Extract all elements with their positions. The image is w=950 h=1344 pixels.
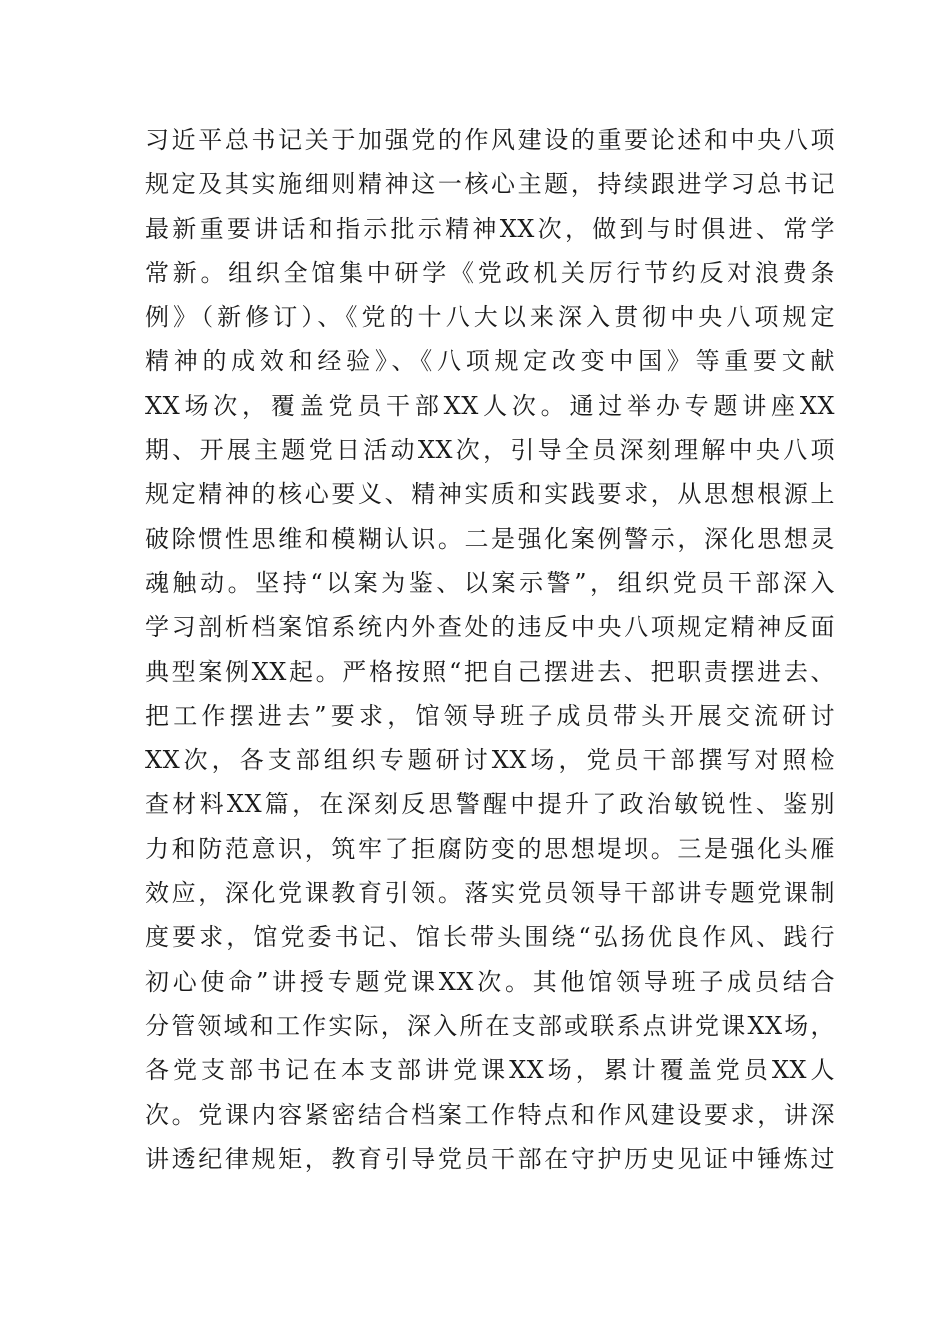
text-line: 规定精神的核心要义、精神实质和实践要求，从思想根源上 [145, 480, 835, 509]
text-line: 期、开展主题党日活动XX次，引导全员深刻理解中央八项 [145, 436, 835, 465]
text-line: XX场次，覆盖党员干部XX人次。通过举办专题讲座XX [145, 391, 835, 420]
text-line: 例》（新修订）、《党的十八大以来深入贯彻中央八项规定 [145, 303, 835, 332]
text-line: 分管领域和工作实际，深入所在支部或联系点讲党课XX场， [145, 1011, 835, 1040]
text-line: 讲透纪律规矩，教育引导党员干部在守护历史见证中锤炼过 [145, 1144, 835, 1173]
body-text [145, 118, 835, 1181]
text-line: 查材料XX篇，在深刻反思警醒中提升了政治敏锐性、鉴别 [145, 790, 835, 819]
text-line: 次。党课内容紧密结合档案工作特点和作风建设要求，讲深 [145, 1100, 835, 1129]
text-line: 规定及其实施细则精神这一核心主题，持续跟进学习总书记 [145, 170, 835, 199]
text-line: 魂触动。坚持“以案为鉴、以案示警”，组织党员干部深入 [145, 568, 835, 597]
text-line: 典型案例XX起。严格按照“把自己摆进去、把职责摆进去、 [145, 657, 835, 686]
text-line: XX次，各支部组织专题研讨XX场，党员干部撰写对照检 [145, 746, 835, 775]
text-line: 学习剖析档案馆系统内外查处的违反中央八项规定精神反面 [145, 613, 835, 642]
text-line: 破除惯性思维和模糊认识。二是强化案例警示，深化思想灵 [145, 524, 835, 553]
text-line: 把工作摆进去”要求，馆领导班子成员带头开展交流研讨 [145, 701, 835, 730]
text-line: 精神的成效和经验》、《八项规定改变中国》等重要文献 [145, 347, 835, 376]
text-line: 常新。组织全馆集中研学《党政机关厉行节约反对浪费条 [145, 258, 835, 287]
text-line: 各党支部书记在本支部讲党课XX场，累计覆盖党员XX人 [145, 1056, 835, 1085]
text-line: 最新重要讲话和指示批示精神XX次，做到与时俱进、常学 [145, 214, 835, 243]
text-line: 初心使命”讲授专题党课XX次。其他馆领导班子成员结合 [145, 967, 835, 996]
text-line: 效应，深化党课教育引领。落实党员领导干部讲专题党课制 [145, 879, 835, 908]
text-line: 度要求，馆党委书记、馆长带头围绕“弘扬优良作风、践行 [145, 923, 835, 952]
text-line: 力和防范意识，筑牢了拒腐防变的思想堤坝。三是强化头雁 [145, 834, 835, 863]
text-line: 习近平总书记关于加强党的作风建设的重要论述和中央八项 [145, 126, 835, 154]
